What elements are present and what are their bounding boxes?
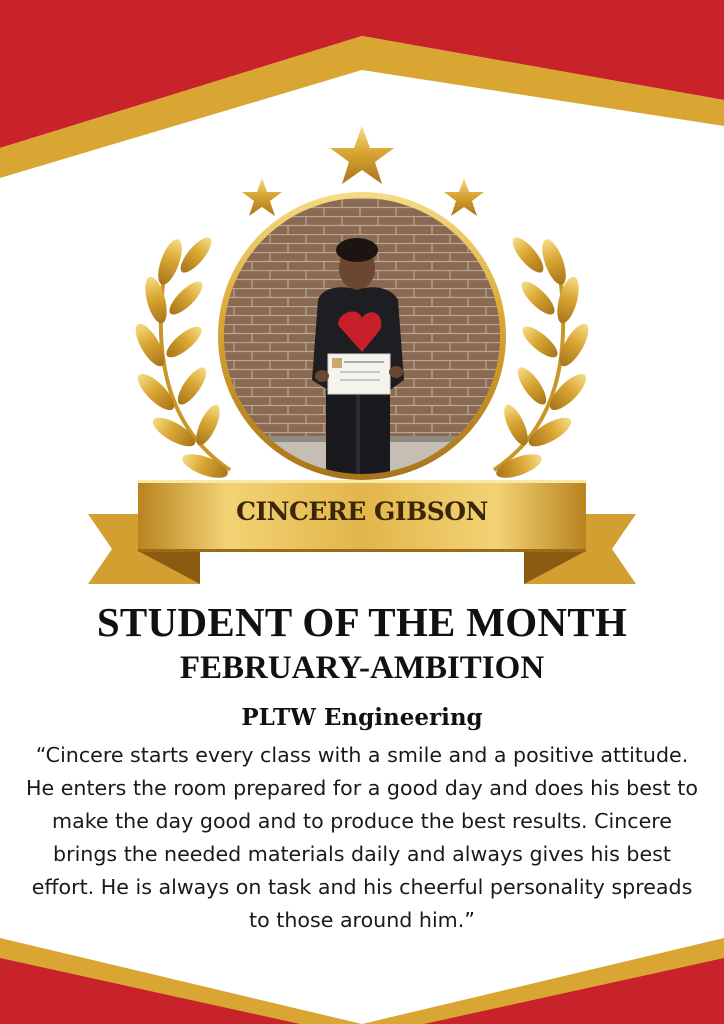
- gold-ribbon-banner: [88, 480, 636, 584]
- star-icon: [242, 178, 282, 216]
- course-name: PLTW Engineering: [241, 704, 483, 731]
- student-photo: [200, 190, 530, 500]
- student-name: CINCERE GIBSON: [236, 497, 488, 526]
- award-title: STUDENT OF THE MONTH: [96, 599, 628, 645]
- laurel-wreath-left: [130, 233, 230, 483]
- teacher-quote: “Cincere starts every class with a smile and a positive attitude. He enters the room prepared for a good day and does his best to make the day good and to produce the best results. Cincere brings the needed materials daily and always gives his best effort. He is always on task and his cheerful personality spreads to those around him.”: [26, 743, 698, 932]
- star-icon: [330, 126, 394, 184]
- laurel-wreath-right: [493, 233, 593, 483]
- award-subtitle: FEBRUARY-AMBITION: [179, 650, 545, 686]
- star-icon: [444, 178, 484, 216]
